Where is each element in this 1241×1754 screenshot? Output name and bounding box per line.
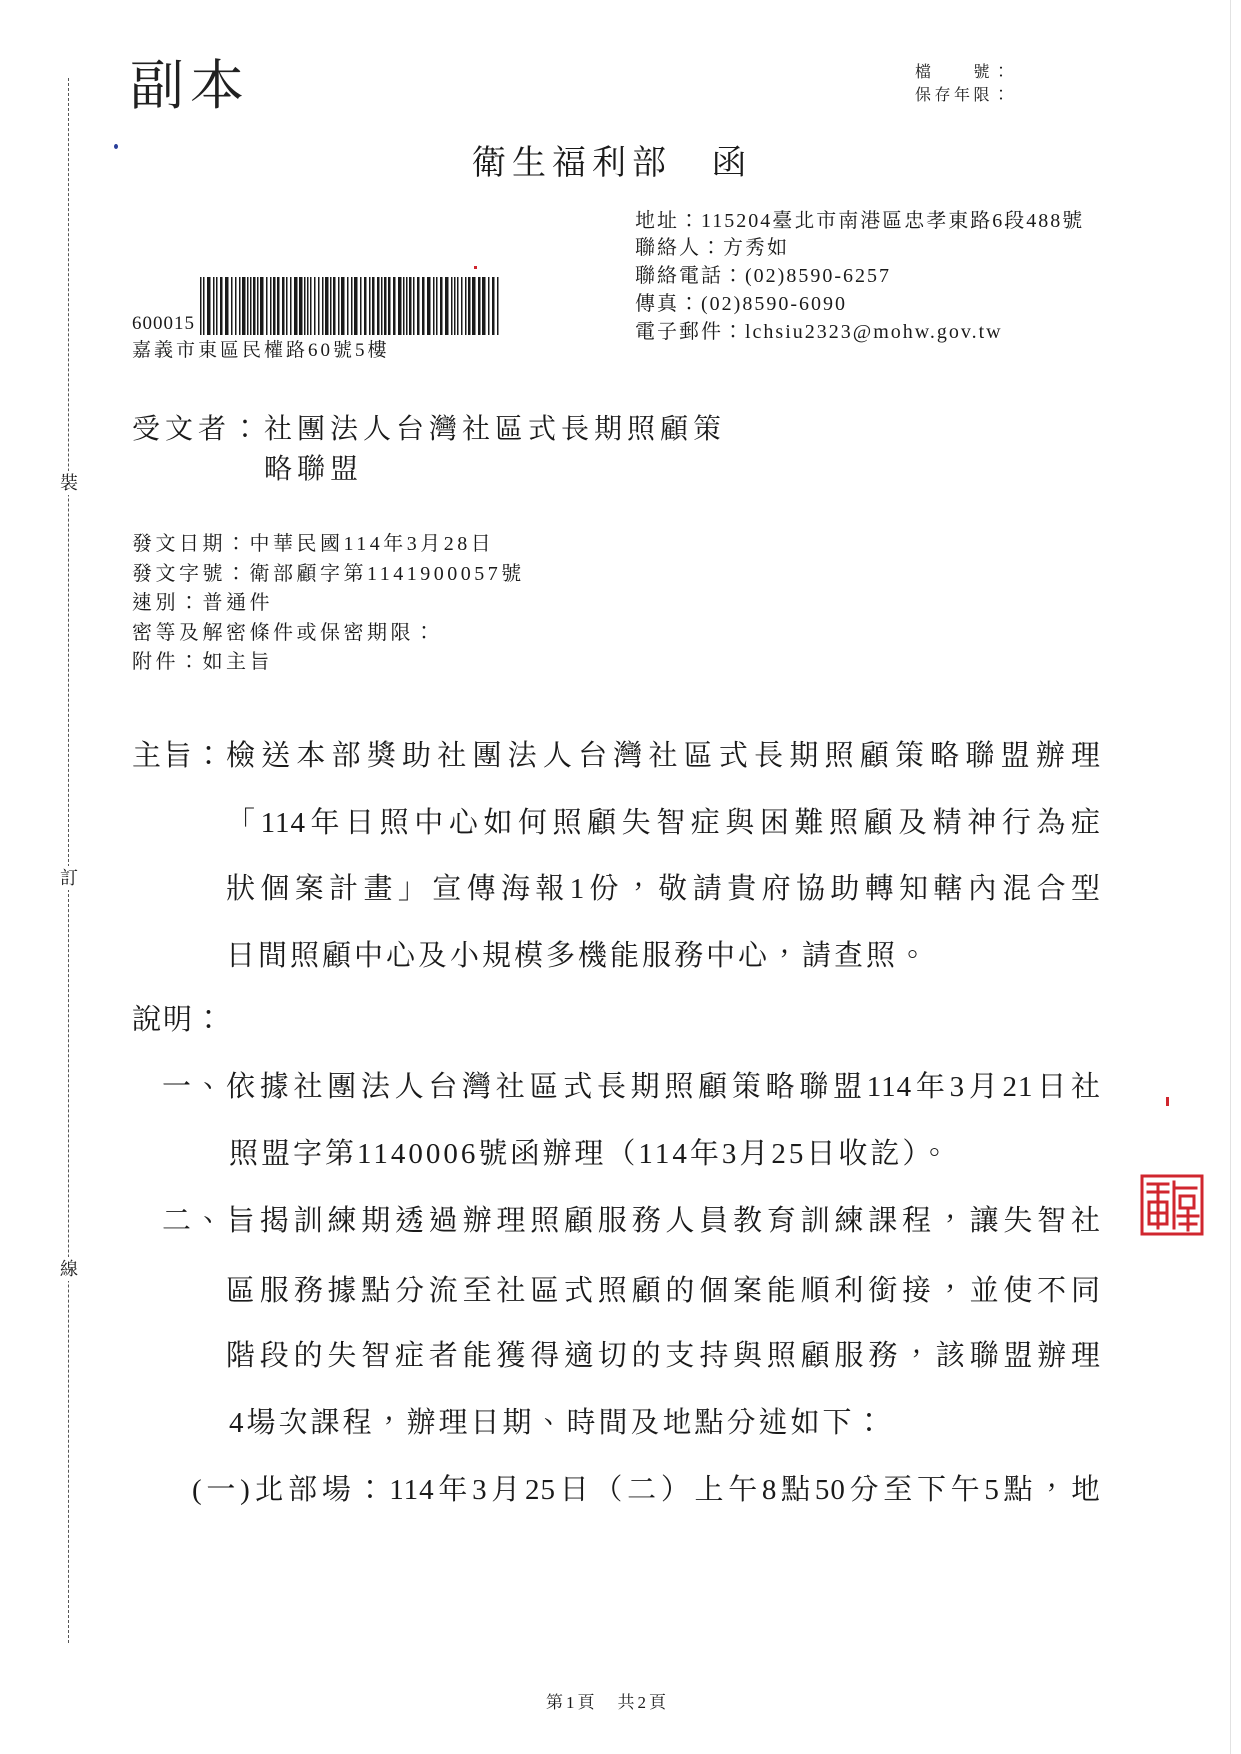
barcode-bar <box>417 277 420 335</box>
barcode-bar <box>422 277 425 335</box>
subject-label: 主旨： <box>132 740 226 772</box>
barcode-bar <box>322 277 324 335</box>
document-title: 衛生福利部 函 <box>472 145 752 182</box>
barcode-bar <box>294 277 298 335</box>
contact-fax: 傳真：(02)8590-6090 <box>635 293 847 315</box>
barcode-bar <box>266 277 268 335</box>
subject-line: 日間照顧中心及小規模多機能服務中心，請查照。 <box>226 940 931 972</box>
item-line: 依據社團法人台灣社區式長期照顧策略聯盟114年3月21日社 <box>226 1071 1101 1103</box>
barcode <box>199 277 501 335</box>
barcode-bar <box>282 277 285 335</box>
barcode-bar <box>216 277 218 335</box>
item-line: 階段的失智症者能獲得適切的支持與照顧服務，該聯盟辦理 <box>226 1340 1101 1372</box>
attachment: 附件：如主旨 <box>132 651 273 673</box>
barcode-bar <box>318 277 320 335</box>
barcode-bar <box>445 277 449 335</box>
barcode-bar <box>286 277 288 335</box>
explanation-label: 說明： <box>132 1004 226 1036</box>
barcode-bar <box>304 277 306 335</box>
copy-stamp: 副本 <box>130 56 250 116</box>
barcode-bar <box>213 277 215 335</box>
barcode-bar <box>406 277 408 335</box>
barcode-bar <box>436 277 438 335</box>
barcode-bar <box>398 277 402 335</box>
item-line: 4場次課程，辦理日期、時間及地點分述如下： <box>229 1407 887 1439</box>
ink-speck <box>474 266 477 269</box>
barcode-bar <box>260 277 264 335</box>
barcode-bar <box>310 277 312 335</box>
recipient-line: 略聯盟 <box>264 454 364 485</box>
barcode-bar <box>372 277 375 335</box>
barcode-bar <box>377 277 380 335</box>
barcode-bar <box>242 277 246 335</box>
barcode-bar <box>239 277 241 335</box>
barcode-bar <box>482 277 486 335</box>
postal-code: 600015 <box>132 313 195 334</box>
barcode-bar <box>465 277 467 335</box>
barcode-bar <box>413 277 415 335</box>
barcode-bar <box>440 277 443 335</box>
barcode-bar <box>433 277 435 335</box>
barcode-bar <box>488 277 490 335</box>
item-marker: 一、 <box>162 1071 227 1103</box>
document-number: 發文字號：衛部顧字第1141900057號 <box>132 563 525 585</box>
item-line: 照盟字第1140006號函辦理（114年3月25日收訖）。 <box>229 1138 952 1170</box>
binding-mark-ding: 訂 <box>60 868 78 888</box>
contact-person: 聯絡人：方秀如 <box>635 237 789 259</box>
barcode-bar <box>478 277 481 335</box>
item-marker: 二、 <box>162 1205 227 1237</box>
recipient-label: 受文者： <box>132 414 265 445</box>
binding-mark-zhuang: 裝 <box>60 473 78 493</box>
barcode-bar <box>314 277 316 335</box>
item-line: 區服務據點分流至社區式照顧的個案能順利銜接，並使不同 <box>226 1275 1101 1307</box>
barcode-bar <box>203 277 205 335</box>
barcode-bar <box>277 277 280 335</box>
recipient-line: 社團法人台灣社區式長期照顧策 <box>264 414 727 445</box>
barcode-bar <box>472 277 476 335</box>
file-number-label: 檔 號： <box>915 64 1013 81</box>
barcode-bar <box>497 277 499 335</box>
seal-stamp <box>1140 1174 1204 1236</box>
contact-address: 地址：115204臺北市南港區忠孝東路6段488號 <box>635 210 1085 232</box>
issue-date: 發文日期：中華民國114年3月28日 <box>132 533 495 555</box>
subject-line: 檢送本部獎助社團法人台灣社區式長期照顧策略聯盟辦理 <box>226 740 1101 772</box>
barcode-bar <box>364 277 367 335</box>
barcode-bar <box>409 277 412 335</box>
secrecy-level: 密等及解密條件或保密期限： <box>132 622 438 644</box>
barcode-bar <box>354 277 358 335</box>
barcode-bar <box>427 277 431 335</box>
ink-speck <box>114 144 118 149</box>
barcode-bar <box>330 277 332 335</box>
barcode-bar <box>381 277 383 335</box>
barcode-bar <box>290 277 292 335</box>
barcode-bar <box>461 277 463 335</box>
item-line: 旨揭訓練期透過辦理照顧服務人員教育訓練課程，讓失智社 <box>226 1205 1101 1237</box>
barcode-bar <box>454 277 456 335</box>
barcode-bar <box>492 277 495 335</box>
barcode-bar <box>200 277 202 335</box>
barcode-bar <box>468 277 471 335</box>
barcode-bar <box>347 277 349 335</box>
barcode-bar <box>360 277 362 335</box>
subject-line: 狀個案計畫」宣傳海報1份，敬請貴府協助轉知轄內混合型 <box>226 873 1101 905</box>
barcode-bar <box>250 277 252 335</box>
barcode-bar <box>220 277 223 335</box>
barcode-bar <box>457 277 459 335</box>
page-edge-line <box>1230 0 1231 1754</box>
ink-speck <box>1166 1097 1169 1106</box>
barcode-bar <box>351 277 353 335</box>
binding-mark-xian: 線 <box>60 1259 78 1279</box>
barcode-bar <box>273 277 276 335</box>
barcode-bar <box>393 277 396 335</box>
contact-email: 電子郵件：lchsiu2323@mohw.gov.tw <box>635 321 1003 343</box>
delivery-speed: 速別：普通件 <box>132 592 273 614</box>
barcode-bar <box>270 277 272 335</box>
barcode-bar <box>253 277 256 335</box>
barcode-bar <box>341 277 345 335</box>
barcode-bar <box>451 277 453 335</box>
barcode-bar <box>333 277 336 335</box>
barcode-bar <box>207 277 211 335</box>
barcode-bar <box>225 277 229 335</box>
barcode-bar <box>369 277 371 335</box>
barcode-bar <box>384 277 387 335</box>
barcode-bar <box>235 277 237 335</box>
barcode-bar <box>231 277 233 335</box>
barcode-bar <box>325 277 329 335</box>
barcode-bar <box>307 277 309 335</box>
barcode-bar <box>388 277 391 335</box>
barcode-bar <box>338 277 340 335</box>
barcode-bar <box>257 277 259 335</box>
retention-period-label: 保存年限： <box>915 87 1013 104</box>
binding-margin-line <box>68 78 69 1643</box>
mailing-address: 嘉義市東區民權路60號5樓 <box>132 340 390 361</box>
subject-line: 「114年日照中心如何照顧失智症與困難照顧及精神行為症 <box>226 807 1101 839</box>
barcode-bar <box>247 277 249 335</box>
page-number: 第1頁 共2頁 <box>546 1693 669 1712</box>
sub-item-line: (一)北部場：114年3月25日（二）上午8點50分至下午5點，地 <box>192 1474 1101 1506</box>
barcode-bar <box>403 277 405 335</box>
barcode-bar <box>299 277 303 335</box>
contact-phone: 聯絡電話：(02)8590-6257 <box>635 265 891 287</box>
